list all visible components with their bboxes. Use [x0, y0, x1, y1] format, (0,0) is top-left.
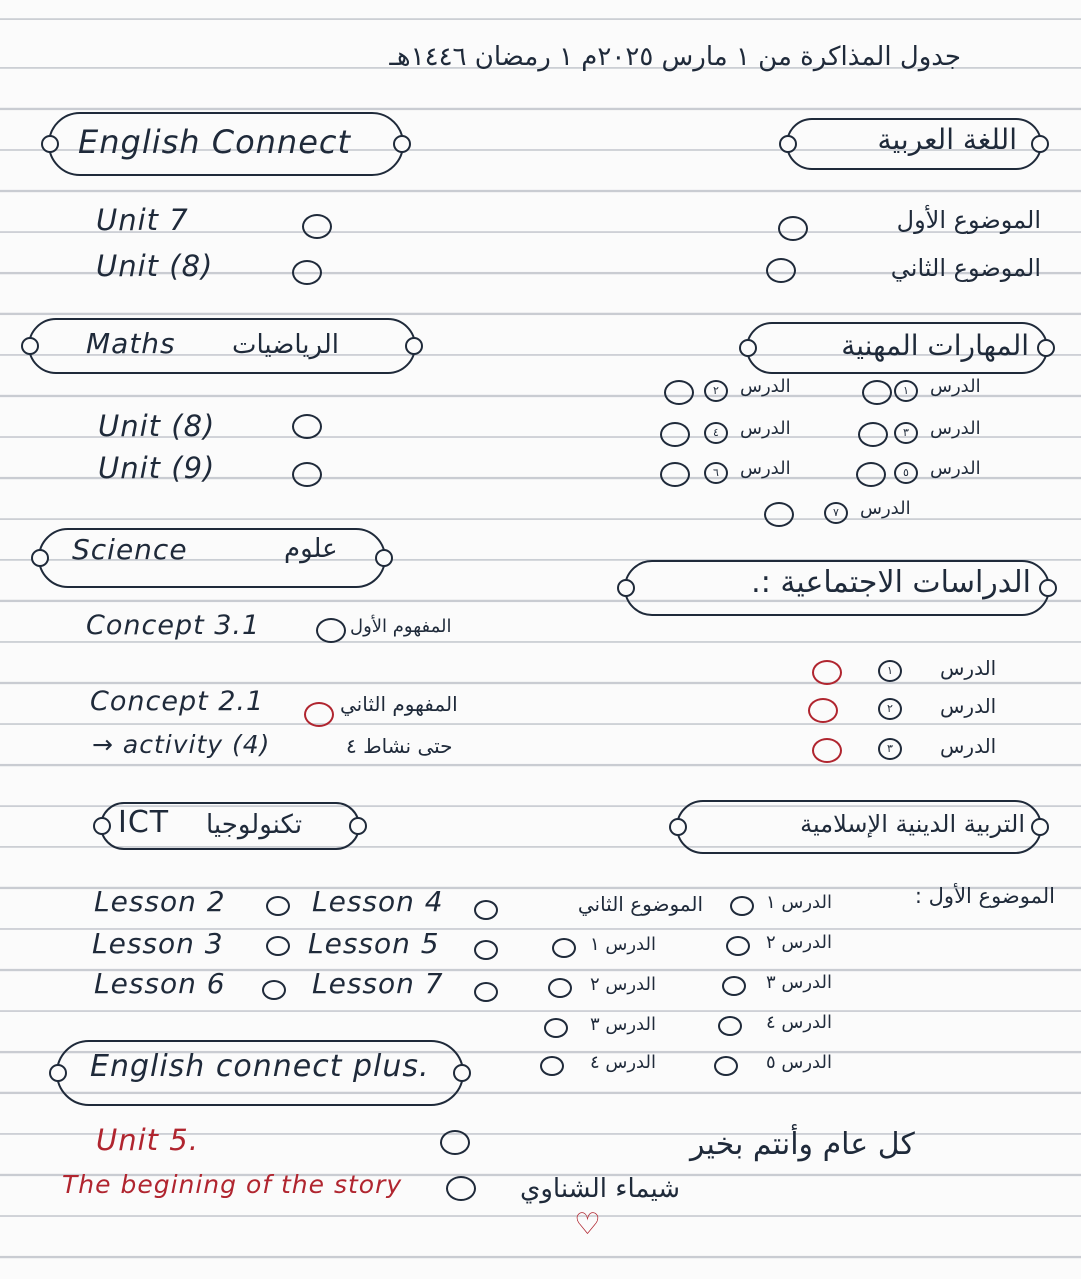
checkbox-circle[interactable]: [858, 422, 888, 447]
life-skills-lesson-label: الدرس: [740, 458, 791, 479]
checkbox-circle[interactable]: [540, 1056, 564, 1076]
religion-t2-lesson: الدرس ٢: [590, 974, 656, 995]
social-title: الدراسات الاجتماعية :.: [751, 565, 1031, 600]
ict-lesson-4: Lesson 4: [312, 885, 444, 918]
science-activity: → activity (4): [92, 730, 271, 759]
checkbox-circle[interactable]: [446, 1176, 476, 1201]
checkbox-circle[interactable]: [266, 936, 290, 956]
arabic-topic-1: الموضوع الأول: [896, 206, 1041, 234]
english-plus-unit-5: Unit 5.: [96, 1123, 199, 1157]
checkbox-circle[interactable]: [266, 896, 290, 916]
checkbox-circle[interactable]: [862, 380, 892, 405]
lesson-number-badge: ١: [894, 380, 918, 402]
checkbox-circle[interactable]: [304, 702, 334, 727]
closing-greeting: كل عام وأنتم بخير: [690, 1127, 915, 1162]
checkbox-circle[interactable]: [778, 216, 808, 241]
religion-t1-lesson: الدرس ٥: [766, 1052, 832, 1073]
english-connect-title: English Connect: [78, 123, 352, 161]
lesson-number-badge: ٣: [878, 738, 902, 760]
arabic-title: اللغة العربية: [877, 123, 1017, 156]
ict-lesson-3: Lesson 3: [92, 927, 224, 960]
signature: شيماء الشناوي: [520, 1174, 681, 1204]
life-skills-lesson-label: الدرس: [860, 498, 911, 519]
science-title: Science: [72, 533, 188, 566]
checkbox-circle[interactable]: [718, 1016, 742, 1036]
checkbox-circle[interactable]: [292, 462, 322, 487]
science-title-ar: علوم: [284, 534, 338, 564]
checkbox-circle[interactable]: [316, 618, 346, 643]
checkbox-circle[interactable]: [660, 462, 690, 487]
checkbox-circle[interactable]: [764, 502, 794, 527]
checkbox-circle[interactable]: [726, 936, 750, 956]
checkbox-circle[interactable]: [660, 422, 690, 447]
heart-icon: ♡: [574, 1207, 601, 1242]
life-skills-lesson-label: الدرس: [930, 458, 981, 479]
religion-topic-1: الموضوع الأول :: [914, 884, 1055, 908]
science-concept-2-ar: المفهوم الثاني: [340, 692, 458, 716]
checkbox-circle[interactable]: [544, 1018, 568, 1038]
checkbox-circle[interactable]: [722, 976, 746, 996]
lesson-number-badge: ٦: [704, 462, 728, 484]
checkbox-circle[interactable]: [664, 380, 694, 405]
ict-title: ICT: [118, 805, 170, 840]
ict-lesson-2: Lesson 2: [94, 885, 226, 918]
social-lesson-label: الدرس: [940, 734, 997, 758]
checkbox-circle[interactable]: [474, 900, 498, 920]
english-plus-story: The begining of the story: [62, 1170, 403, 1199]
religion-t1-lesson: الدرس ٢: [766, 932, 832, 953]
checkbox-circle[interactable]: [808, 698, 838, 723]
religion-t2-lesson: الدرس ٣: [590, 1014, 656, 1035]
lesson-number-badge: ٢: [878, 698, 902, 720]
checkbox-circle[interactable]: [548, 978, 572, 998]
religion-t2-lesson: الدرس ٤: [590, 1052, 656, 1073]
science-concept-1-ar: المفهوم الأول: [350, 616, 452, 637]
religion-t2-lesson: الدرس ١: [590, 934, 656, 955]
religion-t1-lesson: الدرس ٤: [766, 1012, 832, 1033]
ict-title-ar: تكنولوجيا: [206, 810, 303, 840]
lesson-number-badge: ١: [878, 660, 902, 682]
english-unit-8: Unit (8): [96, 249, 214, 283]
lesson-number-badge: ٣: [894, 422, 918, 444]
maths-title: Maths: [86, 327, 176, 360]
science-activity-ar: حتى نشاط ٤: [346, 734, 453, 758]
religion-title: التربية الدينية الإسلامية: [800, 810, 1025, 838]
checkbox-circle[interactable]: [262, 980, 286, 1000]
checkbox-circle[interactable]: [440, 1130, 470, 1155]
life-skills-lesson-label: الدرس: [740, 376, 791, 397]
ict-lesson-5: Lesson 5: [308, 927, 440, 960]
life-skills-lesson-label: الدرس: [740, 418, 791, 439]
ict-lesson-7: Lesson 7: [312, 967, 444, 1000]
checkbox-circle[interactable]: [552, 938, 576, 958]
science-concept-2-1: Concept 2.1: [90, 686, 265, 717]
religion-t1-lesson: الدرس ١: [766, 892, 832, 913]
life-skills-lesson-label: الدرس: [930, 376, 981, 397]
lesson-number-badge: ٥: [894, 462, 918, 484]
religion-topic-2: الموضوع الثاني: [577, 892, 703, 916]
maths-unit-9: Unit (9): [98, 451, 216, 485]
checkbox-circle[interactable]: [714, 1056, 738, 1076]
religion-t1-lesson: الدرس ٣: [766, 972, 832, 993]
header-title: جدول المذاكرة من ١ مارس ٢٠٢٥م ١ رمضان ١٤٤٦هـ: [389, 42, 961, 72]
arabic-topic-2: الموضوع الثاني: [890, 254, 1041, 282]
checkbox-circle[interactable]: [766, 258, 796, 283]
checkbox-circle[interactable]: [474, 982, 498, 1002]
checkbox-circle[interactable]: [812, 660, 842, 685]
science-concept-3-1: Concept 3.1: [86, 610, 261, 641]
life-skills-title: المهارات المهنية: [841, 329, 1029, 362]
checkbox-circle[interactable]: [730, 896, 754, 916]
checkbox-circle[interactable]: [812, 738, 842, 763]
checkbox-circle[interactable]: [292, 260, 322, 285]
social-lesson-label: الدرس: [940, 694, 997, 718]
checkbox-circle[interactable]: [474, 940, 498, 960]
maths-unit-8: Unit (8): [98, 409, 216, 443]
social-lesson-label: الدرس: [940, 656, 997, 680]
lesson-number-badge: ٧: [824, 502, 848, 524]
checkbox-circle[interactable]: [292, 414, 322, 439]
english-plus-title: English connect plus.: [90, 1049, 430, 1084]
lesson-number-badge: ٢: [704, 380, 728, 402]
life-skills-lesson-label: الدرس: [930, 418, 981, 439]
checkbox-circle[interactable]: [856, 462, 886, 487]
maths-title-ar: الرياضيات: [232, 330, 339, 360]
english-unit-7: Unit 7: [96, 203, 189, 237]
lesson-number-badge: ٤: [704, 422, 728, 444]
ict-lesson-6: Lesson 6: [94, 967, 226, 1000]
checkbox-circle[interactable]: [302, 214, 332, 239]
